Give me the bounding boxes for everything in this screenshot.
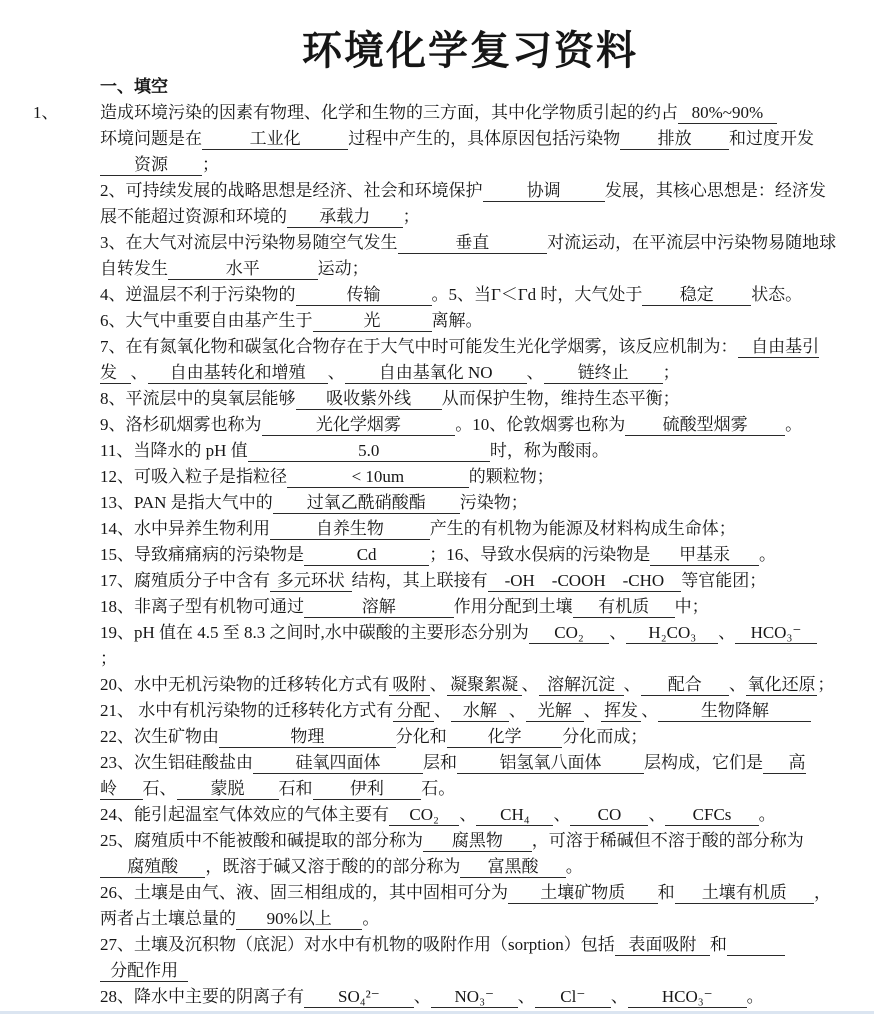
list-item (100, 828, 842, 880)
blank-answer: 协调 (483, 181, 605, 202)
text-run: 21、 水中有机污染物的迁移转化方式有 (100, 701, 394, 720)
text-run: 、 (517, 987, 535, 1006)
blank-answer: H₂CO₃ (626, 623, 718, 644)
text-run: 石。 (421, 779, 456, 798)
text-run: 18、非离子型有机物可通过 (100, 597, 304, 616)
blank-answer: 光 (313, 311, 432, 332)
blank-answer: 光解 (526, 701, 584, 722)
list-item (100, 308, 842, 334)
blank-answer: CO (570, 805, 648, 826)
text-run: 等官能团； (681, 571, 767, 590)
blank-answer (727, 935, 785, 956)
text-run: 造成环境污染的因素有物理、化学和生物的三方面，其中化学物质引起的约占 (100, 103, 678, 122)
blank-answer: 资源 (100, 155, 202, 176)
text-run: 13、PAN 是指大气中的 (100, 493, 273, 512)
blank-answer: 物理 (219, 727, 396, 748)
text-run: 中； (674, 597, 709, 616)
text-run: 、 (130, 363, 148, 382)
text-run: 从而保护生物，维持生态平衡； (441, 389, 680, 408)
text-run: ； (662, 363, 680, 382)
blank-answer: 伊利 (313, 779, 422, 800)
text-run: 12、可吸入粒子是指粒径 (100, 467, 287, 486)
blank-answer: 溶解 (304, 597, 454, 618)
text-run: 、 (609, 623, 627, 642)
list-item (100, 464, 842, 490)
text-run: 。 (565, 857, 583, 876)
text-run: 。 (362, 909, 380, 928)
text-run: 、 (610, 987, 628, 1006)
text-run: 19、pH 值在 4.5 至 8.3 之间时,水中碳酸的主要形态分别为 (100, 623, 529, 642)
blank-answer: 凝聚絮凝 (447, 675, 522, 696)
blank-answer: HCO₃⁻ (628, 987, 747, 1008)
blank-answer: 链终止 (544, 363, 663, 384)
blank-answer: Cd (304, 545, 429, 566)
blank-answer: 富黑酸 (460, 857, 565, 878)
list-item (100, 620, 842, 672)
text-run: 4、逆温层不利于污染物的 (100, 285, 296, 304)
text-run: 发展，其核心思想是：经济发展不能超过资源和环境的 (100, 181, 826, 226)
blank-answer: 硅氧四面体 (253, 753, 423, 774)
blank-answer: 土壤有机质 (675, 883, 814, 904)
text-run: 污染物； (459, 493, 528, 512)
text-run: 石和 (278, 779, 313, 798)
text-run: 7、在有氮氧化物和碳氢化合物存在于大气中时可能发生光化学烟雾，该反应机制为： (100, 337, 738, 356)
text-run: ； (202, 155, 219, 174)
blank-answer: 工业化 (202, 129, 348, 150)
blank-answer: 承载力 (287, 207, 403, 228)
text-run: 、 (648, 805, 666, 824)
text-run: 。10、伦敦烟雾也称为 (455, 415, 626, 434)
blank-answer: 80%~90% (678, 103, 777, 124)
list-item (33, 100, 842, 178)
list-item (100, 932, 842, 984)
blank-answer: 腐黑物 (423, 831, 532, 852)
text-run: 和 (657, 883, 675, 902)
text-run: 、 (429, 675, 447, 694)
list-item (100, 334, 842, 386)
blank-answer: 传输 (296, 285, 432, 306)
text-run: 14、水中异养生物利用 (100, 519, 270, 538)
text-run: 15、导致痛痛病的污染物是 (100, 545, 304, 564)
blank-answer: CO₂ (389, 805, 459, 826)
blank-answer: 自由基引发 (100, 337, 820, 382)
text-run: ； (100, 649, 117, 668)
text-run: 、 (583, 701, 601, 720)
text-run: 离解。 (431, 311, 483, 330)
blank-answer: HCO₃⁻ (735, 623, 816, 644)
blank-answer: < 10um (287, 467, 469, 488)
list-item (100, 490, 842, 516)
text-run: 8、平流层中的臭氧层能够 (100, 389, 296, 408)
text-run: 28、降水中主要的阴离子有 (100, 987, 304, 1006)
text-run: ，两者占土壤总量的 (100, 883, 831, 928)
blank-answer: 有机质 (573, 597, 675, 618)
text-run: 26、土壤是由气、液、固三相组成的，其中固相可分为 (100, 883, 508, 902)
blank-answer: 水解 (451, 701, 509, 722)
blank-answer: CO₂ (529, 623, 610, 644)
fill-in-blank-list (33, 100, 842, 1010)
text-run: 和 (709, 935, 727, 954)
text-run: 6、大气中重要自由基产生于 (100, 311, 313, 330)
text-run: 过程中产生的，具体原因包括污染物 (348, 129, 621, 148)
list-item (100, 750, 842, 802)
text-run: 、 (623, 675, 641, 694)
text-run: 时，称为酸雨。 (489, 441, 609, 460)
blank-answer: 排放 (620, 129, 729, 150)
blank-answer: 挥发 (601, 701, 642, 722)
blank-answer: 分配作用 (100, 961, 188, 982)
blank-answer: -OH -COOH -CHO (488, 571, 682, 592)
blank-answer: 吸附 (389, 675, 430, 696)
list-item (100, 672, 842, 698)
blank-answer: 硫酸型烟雾 (625, 415, 785, 436)
text-run: ，既溶于碱又溶于酸的的部分称为 (205, 857, 461, 876)
page-title: 环境化学复习资料 (302, 28, 638, 73)
text-run: 、 (521, 675, 539, 694)
text-run: 11、当降水的 pH 值 (100, 441, 248, 460)
text-run: 的颗粒物； (468, 467, 554, 486)
list-item (100, 984, 842, 1010)
text-run: 、 (327, 363, 345, 382)
text-run: 23、次生铝硅酸盐由 (100, 753, 253, 772)
list-item (100, 724, 842, 750)
text-run: 环境问题是在 (100, 129, 202, 148)
text-run: 27、土壤及沉积物（底泥）对水中有机物的吸附作用（sorption）包括 (100, 935, 615, 954)
text-run: 分化而成； (562, 727, 648, 746)
blank-answer: 90%以上 (236, 909, 362, 930)
text-run: 17、腐殖质分子中含有 (100, 571, 270, 590)
blank-answer: 氧化还原 (747, 675, 816, 694)
text-run: 、 (508, 701, 526, 720)
blank-answer: 高岭 (100, 753, 806, 798)
blank-answer: 稳定 (642, 285, 751, 306)
text-run: 。5、当Γ＜Γd 时，大气处于 (431, 285, 643, 304)
text-run: ，可溶于稀碱但不溶于酸的部分称为 (531, 831, 804, 850)
blank-answer: 吸收紫外线 (296, 389, 442, 410)
text-run: 22、次生矿物由 (100, 727, 219, 746)
text-run: 、 (434, 701, 452, 720)
text-run: 。 (746, 987, 764, 1006)
text-run: 、 (718, 623, 736, 642)
text-run: 层和 (423, 753, 457, 772)
blank-answer: 垂直 (398, 233, 548, 254)
text-run: 结构，其上联接有 (351, 571, 488, 590)
list-item (100, 542, 842, 568)
text-run: 运动； (317, 259, 369, 278)
text-run: 。 (758, 805, 776, 824)
list-item (100, 386, 842, 412)
blank-answer: SO₄²⁻ (304, 987, 414, 1008)
item-number: 1、 (33, 103, 59, 122)
blank-answer: 5.0 (248, 441, 490, 462)
text-run: 、 (728, 675, 746, 694)
text-run: ；16、导致水俣病的污染物是 (429, 545, 651, 564)
section-heading: 一、填空 (100, 77, 168, 96)
text-run: ； (402, 207, 420, 226)
blank-answer: NO₃⁻ (431, 987, 518, 1008)
text-run: 对流运动，在平流层中污染物易随地球自转发生 (100, 233, 837, 278)
list-item (100, 594, 842, 620)
list-item (100, 880, 842, 932)
text-run: 25、腐殖质中不能被酸和碱提取的部分称为 (100, 831, 423, 850)
blank-answer: 配合 (641, 675, 729, 696)
text-run: 层构成，它们是 (644, 753, 763, 772)
blank-answer: 分配 (393, 701, 434, 722)
text-run: ； (817, 675, 835, 694)
blank-answer: 铝氢氧八面体 (457, 753, 644, 774)
list-item (100, 698, 842, 724)
blank-answer: 自由基氧化 NO (345, 363, 527, 384)
list-item (100, 412, 842, 438)
blank-answer: CFCs (665, 805, 758, 826)
text-run: 20、水中无机污染物的迁移转化方式有 (100, 675, 389, 694)
text-run: 作用分配到土壤 (453, 597, 573, 616)
text-run: 2、可持续发展的战略思想是经济、社会和环境保护 (100, 181, 483, 200)
blank-answer: 表面吸附 (615, 935, 710, 956)
blank-answer: 化学 (447, 727, 563, 748)
blank-answer: 过氧乙酰硝酸酯 (273, 493, 460, 514)
list-item (100, 568, 842, 594)
blank-answer: 溶解沉淀 (539, 675, 624, 696)
blank-answer: CH₄ (476, 805, 553, 826)
text-run: 石、 (142, 779, 177, 798)
text-run: 、 (641, 701, 659, 720)
list-item (100, 178, 842, 230)
text-run: 、 (526, 363, 544, 382)
text-run: 分化和 (395, 727, 447, 746)
text-run: 状态。 (751, 285, 803, 304)
blank-answer: 蒙脱 (177, 779, 279, 800)
blank-answer: 甲基汞 (650, 545, 759, 566)
list-item (100, 802, 842, 828)
list-item (100, 230, 842, 282)
text-run: 、 (459, 805, 477, 824)
blank-answer: 土壤矿物质 (508, 883, 658, 904)
blank-answer: 自由基转化和增殖 (148, 363, 328, 384)
blank-answer: Cl⁻ (535, 987, 611, 1008)
blank-answer: 腐殖酸 (100, 857, 205, 878)
text-run: 。 (759, 545, 776, 564)
blank-answer: 光化学烟雾 (262, 415, 456, 436)
blank-answer: 水平 (168, 259, 318, 280)
blank-answer: 多元环状 (270, 571, 352, 592)
list-item (100, 438, 842, 464)
text-run: 产生的有机物为能源及材料构成生命体； (429, 519, 736, 538)
text-run: 。 (785, 415, 803, 434)
blank-answer: 自养生物 (270, 519, 430, 540)
text-run: 和过度开发 (728, 129, 814, 148)
text-run: 、 (553, 805, 571, 824)
list-item (100, 516, 842, 542)
text-run: 24、能引起温室气体效应的气体主要有 (100, 805, 389, 824)
text-run: 、 (413, 987, 431, 1006)
text-run: 9、洛杉矶烟雾也称为 (100, 415, 262, 434)
text-run: 3、在大气对流层中污染物易随空气发生 (100, 233, 398, 252)
blank-answer: 生物降解 (658, 701, 811, 722)
list-item (100, 282, 842, 308)
